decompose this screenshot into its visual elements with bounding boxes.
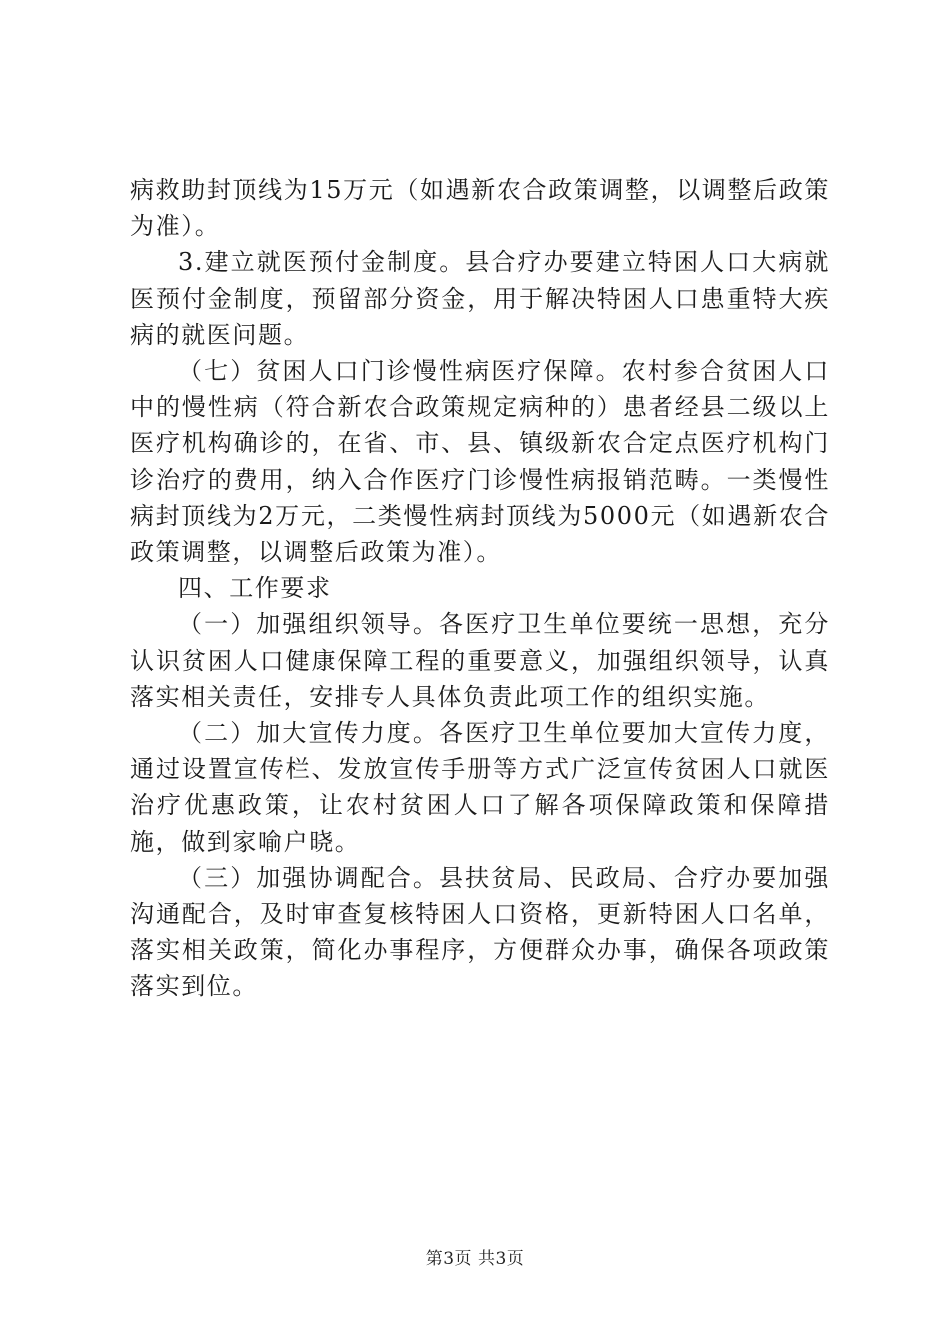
paragraph-chronic-disease: （七）贫困人口门诊慢性病医疗保障。农村参合贫困人口中的慢性病（符合新农合政策规定病种的）患者经县二级以上医疗机构确诊的，在省、市、县、镇级新农合定点医疗机构门诊治疗的费用，纳入合作医疗门诊慢性病报销范畴。一类慢性病封顶线为2万元，二类慢性病封顶线为5000元（如遇新农合政策调整，以调整后政策为准）。 [130, 357, 830, 567]
document-body [130, 172, 830, 1005]
paragraph-publicity: （二）加大宣传力度。各医疗卫生单位要加大宣传力度，通过设置宣传栏、发放宣传手册等方式广泛宣传贫困人口就医治疗优惠政策，让农村贫困人口了解各项保障政策和保障措施，做到家喻户晓。 [130, 719, 830, 856]
paragraph-continuation: 病救助封顶线为15万元（如遇新农合政策调整，以调整后政策为准）。 [130, 176, 830, 241]
page-number-footer: 第3页 共3页 [425, 1249, 525, 1269]
paragraph-prepayment-fund: 3.建立就医预付金制度。县合疗办要建立特困人口大病就医预付金制度，预留部分资金，用于解决特困人口患重特大疾病的就医问题。 [130, 248, 830, 349]
paragraph-organization-leadership: （一）加强组织领导。各医疗卫生单位要统一思想，充分认识贫困人口健康保障工程的重要意义，加强组织领导，认真落实相关责任，安排专人具体负责此项工作的组织实施。 [130, 610, 830, 711]
paragraph-coordination: （三）加强协调配合。县扶贫局、民政局、合疗办要加强沟通配合，及时审查复核特困人口资格，更新特困人口名单，落实相关政策，简化办事程序，方便群众办事，确保各项政策落实到位。 [130, 863, 830, 1001]
section-heading-work-requirements: 四、工作要求 [178, 574, 332, 603]
